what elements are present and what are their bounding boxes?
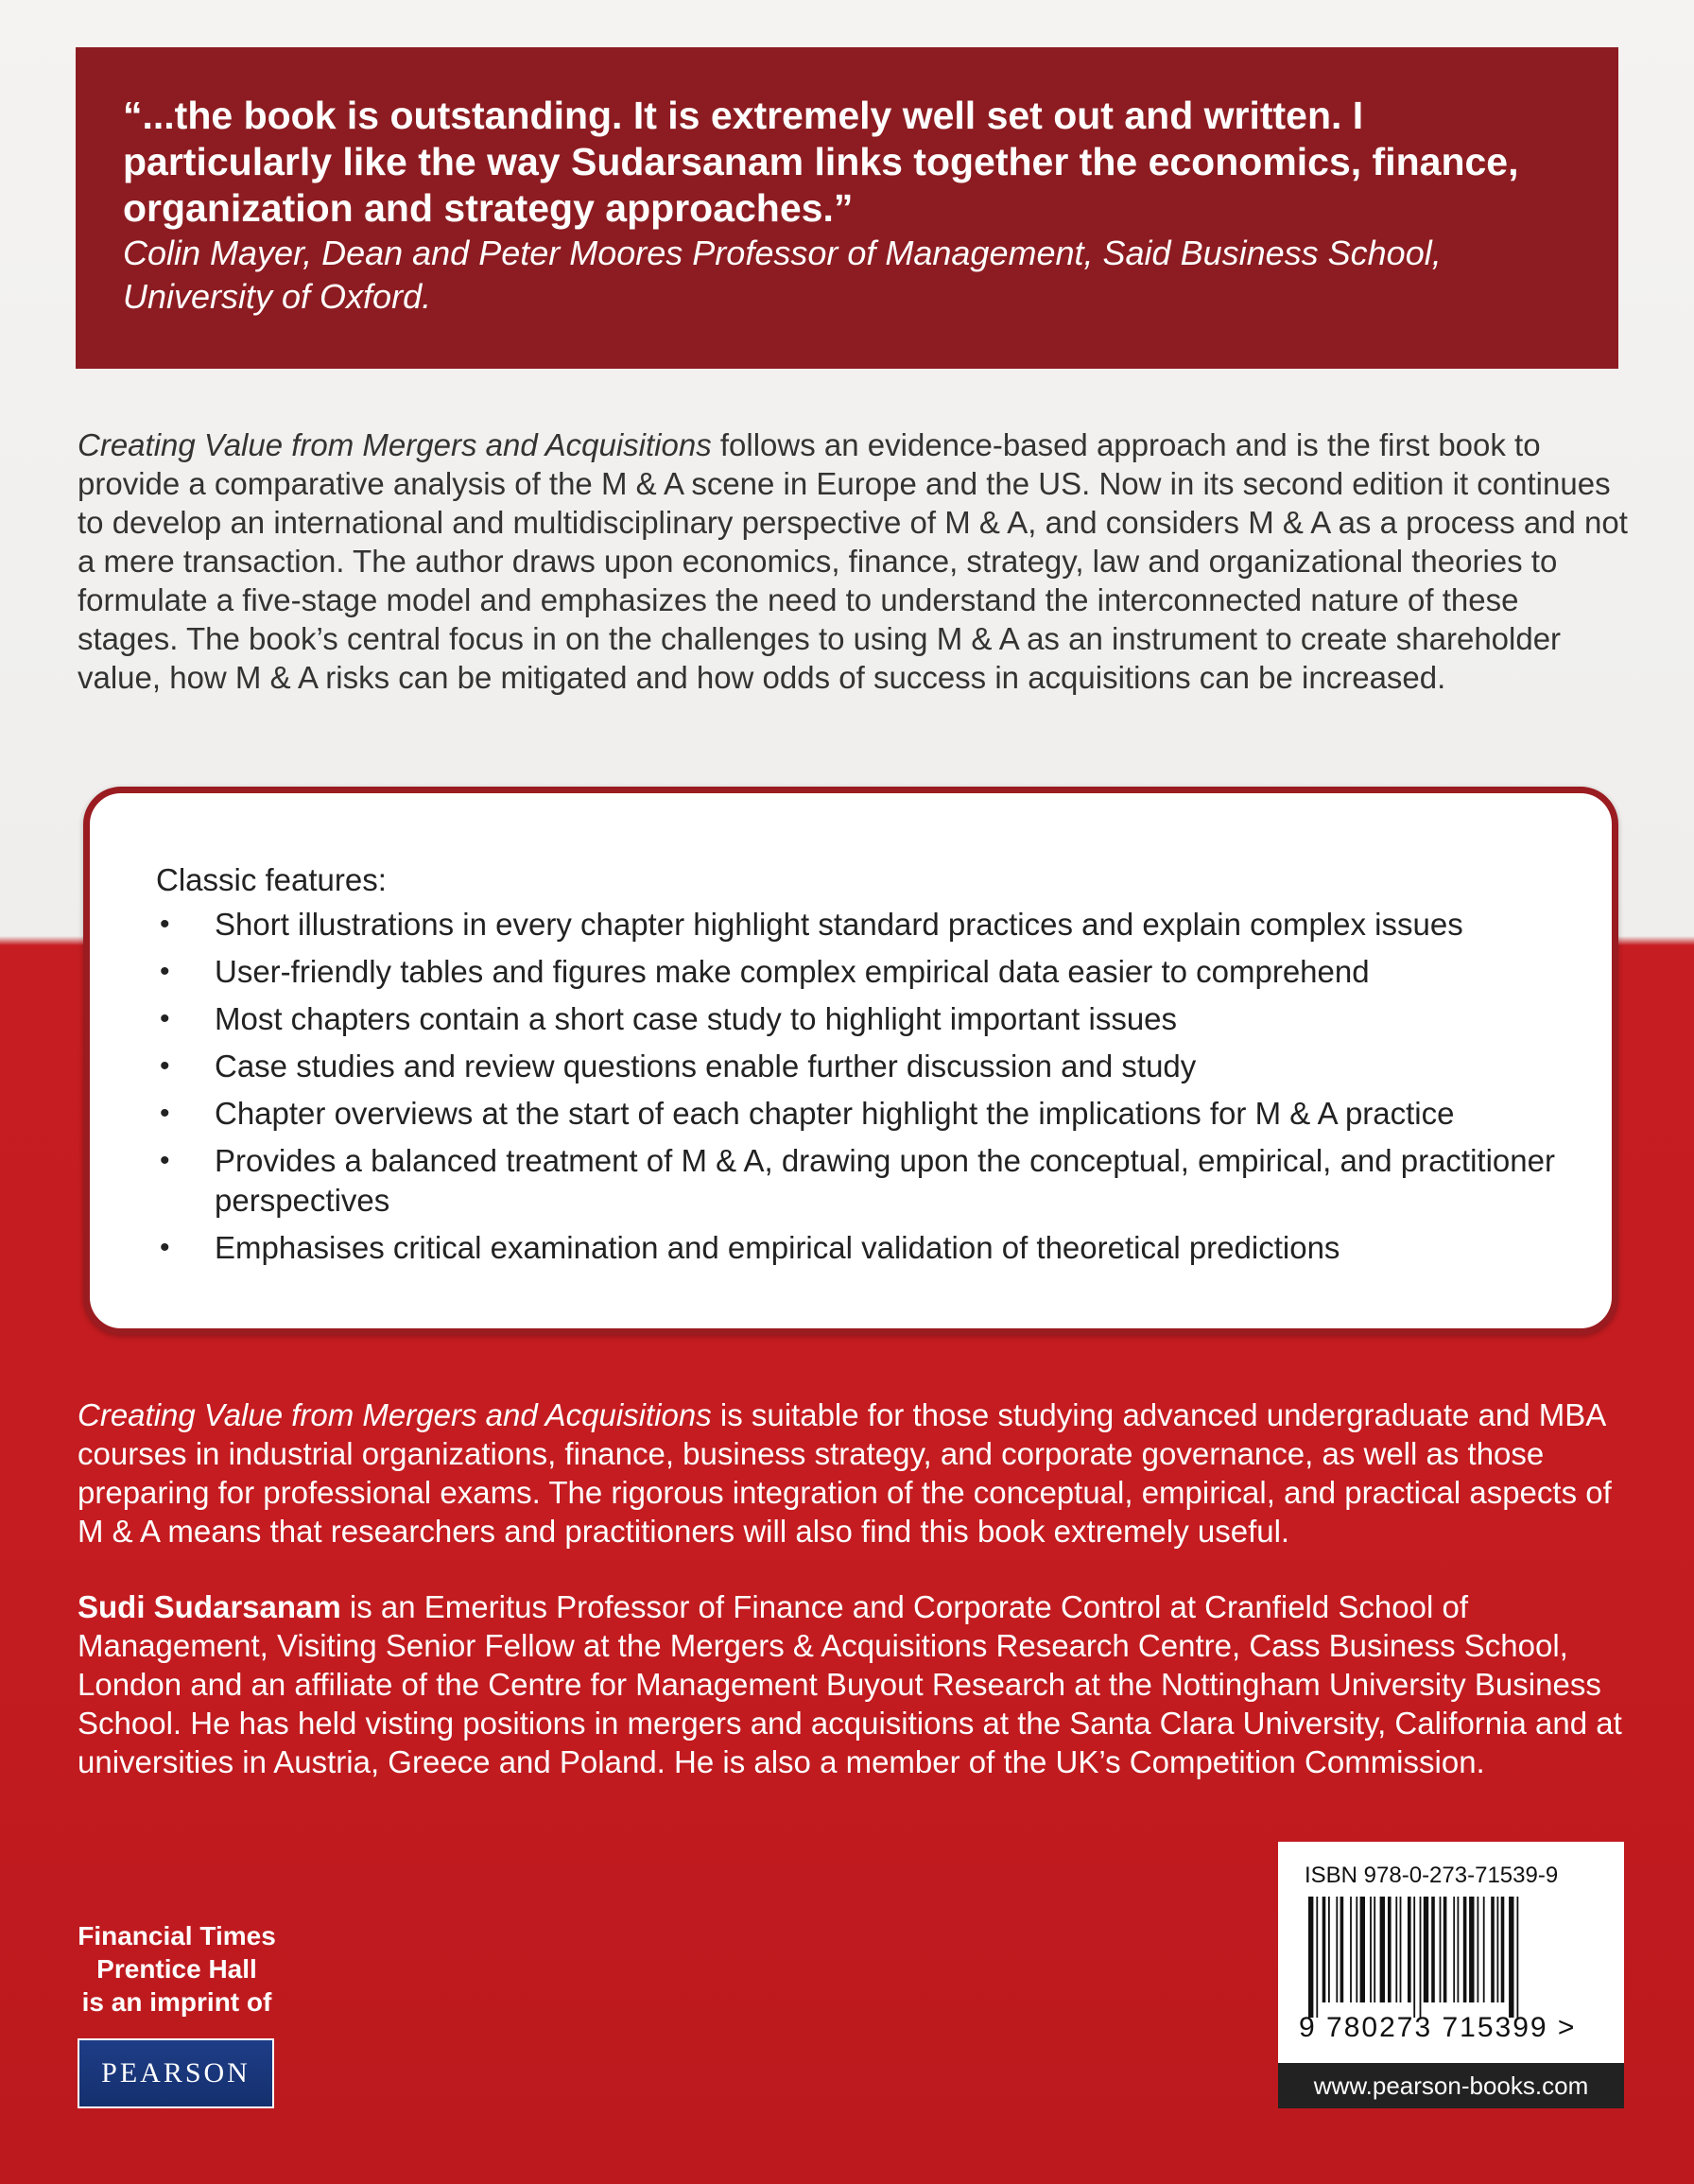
imprint-line: Prentice Hall [96,1954,257,1984]
barcode-bar [1370,1897,1372,2002]
barcode-bar [1458,1897,1460,2002]
bullet-icon: • [160,1145,170,1176]
barcode-bar [1308,1897,1313,2018]
feature-text: Emphasises critical examination and empirical validation of theoretical predictions [215,1230,1340,1265]
feature-item [156,905,1555,945]
imprint-text [68,1919,285,2019]
barcode-box [1278,1842,1624,2063]
author-body: is an Emeritus Professor of Finance and Corporate Control at Cranfield School of Management, Visiting Senior Fellow at the Mergers & Acquisitions Research Centre, Cass Business School, London and an affiliate of the Centre for Management Buyout Research at the Nottingham University Business School. He has held visting positions in mergers and acquisitions at the Santa Clara University, California and at universities in Austria, Greece and Poland. He is also a member of the UK’s Competition Commission. [78,1589,1622,1779]
barcode-bar [1443,1897,1447,2002]
audience-body: is suitable for those studying advanced undergraduate and MBA courses in industrial organizations, finance, business strategy, and corporate governance, as well as those preparing for professional exams. The rigorous integration of the conceptual, empirical, and practical aspects of M & A means that researchers and practitioners will also find this book extremely useful. [78,1397,1612,1549]
barcode-bar [1408,1897,1411,2002]
feature-item [156,1228,1555,1268]
barcode-bar [1453,1897,1455,2002]
barcode-bar [1395,1897,1397,2002]
barcode-bar [1340,1897,1344,2002]
feature-item [156,952,1555,992]
feature-text: Provides a balanced treatment of M & A, drawing upon the conceptual, empirical, and practitioner perspectives [215,1143,1555,1218]
author-bio [78,1587,1628,1781]
bullet-icon: • [160,1098,170,1129]
quote-attribution: Colin Mayer, Dean and Peter Moores Professor of Management, Said Business School, University of Oxford. [123,234,1442,316]
feature-text: Short illustrations in every chapter highlight standard practices and explain complex issues [215,907,1463,942]
bullet-icon: • [160,909,170,940]
intro-paragraph [78,425,1628,697]
barcode-bar [1509,1897,1513,2018]
feature-item [156,999,1555,1039]
feature-item [156,1141,1555,1221]
feature-item [156,1094,1555,1134]
barcode-bar [1336,1897,1338,2002]
isbn-label: ISBN 978-0-273-71539-9 [1305,1863,1559,1888]
barcode-bar [1374,1897,1375,2002]
audience-paragraph [78,1395,1628,1551]
barcode-bar [1440,1897,1442,2002]
barcode-bar [1463,1897,1467,2002]
pearson-logo [78,2038,274,2108]
barcode-bar [1491,1897,1495,2002]
barcode-bar [1469,1897,1474,2002]
feature-item [156,1047,1555,1086]
pearson-logo-text: PEARSON [101,2057,251,2089]
imprint-line: Financial Times [78,1921,276,1950]
intro-body: follows an evidence-based approach and is the first book to provide a comparative analysis of the M & A scene in Europe and the US. Now in its second edition it continues to develop an international and multidisciplinary perspective of M & A, and considers M & A as a process and not a mere transaction. The author draws upon economics, finance, strategy, law and organizational theories to formulate a five-stage model and emphasizes the need to understand the interconnected nature of these stages. The book’s central focus in on the challenges to using M & A as an instrument to create shareholder value, how M & A risks can be mitigated and how odds of success in acquisitions can be increased. [78,427,1628,695]
barcode-bar [1420,1897,1422,2018]
bullet-icon: • [160,956,170,987]
barcode-bar [1356,1897,1357,2002]
features-heading: Classic features: [156,862,387,897]
feature-text: Case studies and review questions enable further discussion and study [215,1049,1197,1083]
barcode-bar [1424,1897,1428,2002]
barcode-digits: 9 780273 715399 > [1299,2012,1577,2043]
barcode-bar [1322,1897,1326,2002]
bullet-icon: • [160,1003,170,1034]
barcode-bar [1400,1897,1402,2002]
barcode-bar [1316,1897,1318,2018]
features-box [83,787,1618,1335]
imprint-line: is an imprint of [81,1987,272,2017]
barcode-bar [1388,1897,1392,2002]
barcode-bar [1517,1897,1519,2018]
features-list [156,905,1555,1268]
barcode-bar [1350,1897,1352,2002]
barcode-bar [1478,1897,1479,2002]
barcode-bar [1360,1897,1365,2002]
quote-text: “...the book is outstanding. It is extremely well set out and written. I particularly like the way Sudarsanam links together the economics, finance, organization and strategy approaches.” [123,94,1519,230]
barcode-bar [1431,1897,1435,2002]
barcode-bar [1497,1897,1499,2002]
book-title-italic: Creating Value from Mergers and Acquisitions [78,427,712,462]
publisher-url: www.pearson-books.com [1278,2063,1624,2108]
author-name: Sudi Sudarsanam [78,1589,341,1624]
book-title-italic: Creating Value from Mergers and Acquisitions [78,1397,712,1432]
bullet-icon: • [160,1232,170,1263]
barcode-bar [1328,1897,1330,2002]
feature-text: User-friendly tables and figures make complex empirical data easier to comprehend [215,954,1370,989]
feature-text: Most chapters contain a short case study to highlight important issues [215,1001,1178,1036]
barcode-bar [1413,1897,1415,2018]
feature-text: Chapter overviews at the start of each chapter highlight the implications for M & A practice [215,1096,1455,1131]
barcode-icon [1297,1897,1605,2018]
barcode-bar [1501,1897,1505,2002]
barcode-bar [1483,1897,1485,2002]
barcode-bar [1380,1897,1385,2002]
bullet-icon: • [160,1050,170,1082]
quote-box [76,47,1618,369]
